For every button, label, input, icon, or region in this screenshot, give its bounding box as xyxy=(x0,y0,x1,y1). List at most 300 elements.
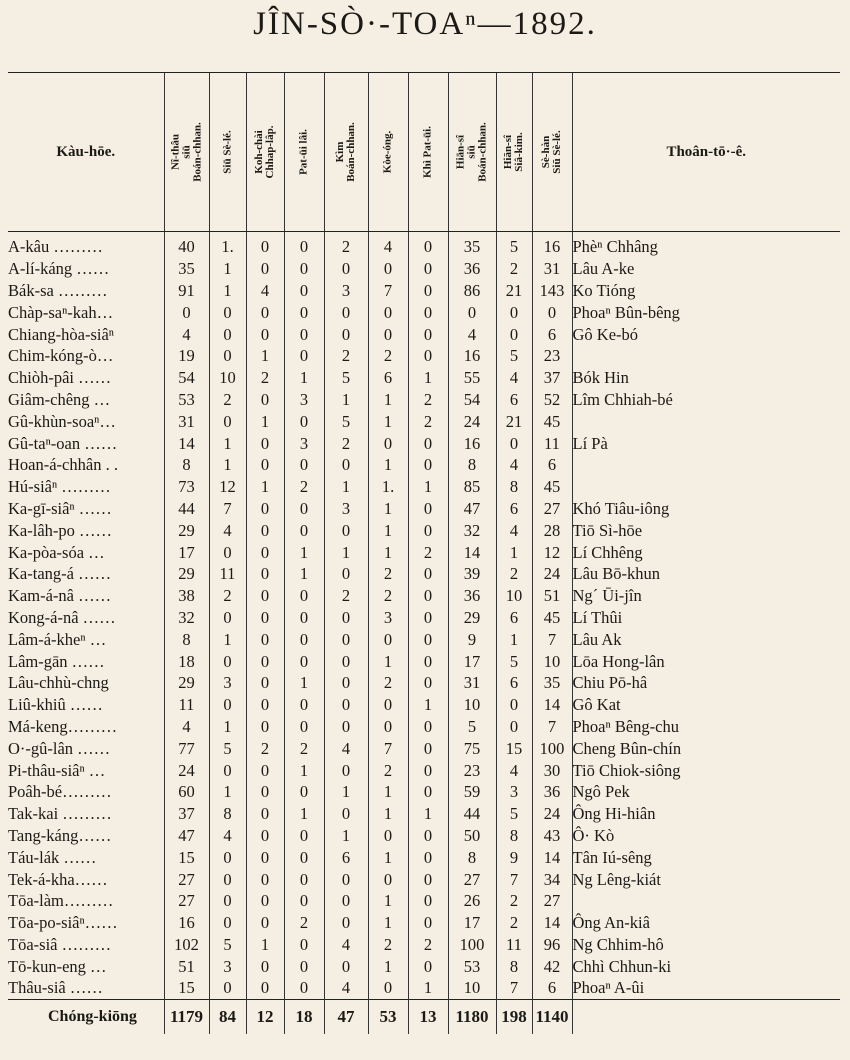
stat-cell: 7 xyxy=(368,737,408,759)
congregation-name: Tek-á-kha…… xyxy=(8,869,108,889)
stat-cell: 10 xyxy=(496,585,532,607)
congregation-name: Poâh-bé……… xyxy=(8,782,112,802)
stat-cell: 0 xyxy=(246,519,284,541)
stat-cell: 59 xyxy=(448,781,496,803)
stat-cell: 8 xyxy=(496,955,532,977)
header-suspended: Kìm Boán-chhan. xyxy=(324,73,368,232)
stat-cell: 0 xyxy=(496,323,532,345)
stat-cell: 0 xyxy=(408,232,448,258)
stat-cell: 6 xyxy=(496,389,532,411)
table-row xyxy=(8,781,840,803)
table-row xyxy=(8,912,840,934)
stat-cell: 1 xyxy=(209,432,246,454)
preacher-name: Lí Chhêng xyxy=(572,541,840,563)
preacher-name: Lí Thûi xyxy=(572,607,840,629)
stat-cell: 0 xyxy=(324,803,368,825)
congregation-name: Tang-káng…… xyxy=(8,825,112,845)
stat-cell: 0 xyxy=(284,519,324,541)
stat-cell: 0 xyxy=(209,759,246,781)
stat-cell: 4 xyxy=(209,519,246,541)
stat-cell: 1 xyxy=(324,541,368,563)
preacher-name: Ông Hi-hiân xyxy=(572,803,840,825)
stat-cell: 2 xyxy=(209,389,246,411)
congregation-name: Kam-á-nâ …… xyxy=(8,586,112,606)
stat-cell: 40 xyxy=(164,232,209,258)
stat-cell: 1 xyxy=(246,934,284,956)
table-row xyxy=(8,454,840,476)
stat-cell: 7 xyxy=(209,498,246,520)
stat-cell: 0 xyxy=(408,498,448,520)
stat-cell: 0 xyxy=(246,672,284,694)
stat-cell: 6 xyxy=(532,454,572,476)
stat-cell: 2 xyxy=(284,476,324,498)
stat-cell: 8 xyxy=(164,454,209,476)
stat-cell: 0 xyxy=(284,868,324,890)
stat-cell: 0 xyxy=(368,694,408,716)
stat-cell: 100 xyxy=(448,934,496,956)
preacher-name: Khó Tiâu-iông xyxy=(572,498,840,520)
stat-cell: 1 xyxy=(368,650,408,672)
stat-cell: 17 xyxy=(448,650,496,672)
stat-cell: 1 xyxy=(408,977,448,999)
stat-cell: 9 xyxy=(496,846,532,868)
stat-cell: 3 xyxy=(324,280,368,302)
preacher-name: Gô Ke-bó xyxy=(572,323,840,345)
congregation-name: Liû-khiû …… xyxy=(8,695,103,715)
stat-cell: 0 xyxy=(408,759,448,781)
stat-cell: 15 xyxy=(496,737,532,759)
stat-cell: 0 xyxy=(246,759,284,781)
stat-cell: 6 xyxy=(532,323,572,345)
table-row xyxy=(8,432,840,454)
stat-cell: 0 xyxy=(324,694,368,716)
stat-cell: 0 xyxy=(408,280,448,302)
stat-cell: 0 xyxy=(209,410,246,432)
stat-cell: 1 xyxy=(209,454,246,476)
stat-cell: 27 xyxy=(532,498,572,520)
stat-cell: 14 xyxy=(532,912,572,934)
stat-cell: 0 xyxy=(246,825,284,847)
stat-cell: 17 xyxy=(448,912,496,934)
stat-cell: 0 xyxy=(246,803,284,825)
stat-cell: 3 xyxy=(496,781,532,803)
stat-cell: 36 xyxy=(448,585,496,607)
preacher-name: Chhì Chhun-ki xyxy=(572,955,840,977)
header-congregation: Kàu-hōe. xyxy=(8,73,164,232)
stat-cell: 60 xyxy=(164,781,209,803)
stat-cell: 38 xyxy=(164,585,209,607)
stat-cell: 24 xyxy=(164,759,209,781)
page-title: JÎN-SÒ·-TOAⁿ—1892. xyxy=(253,6,597,42)
stat-cell: 54 xyxy=(448,389,496,411)
stat-cell: 5 xyxy=(496,803,532,825)
preacher-name xyxy=(572,454,840,476)
stat-cell: 0 xyxy=(209,323,246,345)
stat-cell: 0 xyxy=(164,301,209,323)
table-row xyxy=(8,694,840,716)
stat-cell: 4 xyxy=(496,519,532,541)
stat-cell: 2 xyxy=(324,432,368,454)
table-row xyxy=(8,737,840,759)
stat-cell: 12 xyxy=(209,476,246,498)
stat-cell: 0 xyxy=(496,694,532,716)
stat-cell: 1 xyxy=(496,628,532,650)
total-cell: 53 xyxy=(368,999,408,1034)
stat-cell: 1 xyxy=(209,258,246,280)
stat-cell: 1 xyxy=(368,803,408,825)
stat-cell: 55 xyxy=(448,367,496,389)
preacher-name: Ng Lêng-kiát xyxy=(572,868,840,890)
stat-cell: 29 xyxy=(164,519,209,541)
stat-cell: 0 xyxy=(324,519,368,541)
congregation-name: Ka-lâh-po …… xyxy=(8,520,113,540)
stat-cell: 32 xyxy=(448,519,496,541)
stat-cell: 4 xyxy=(324,934,368,956)
stat-cell: 31 xyxy=(448,672,496,694)
stat-cell: 27 xyxy=(532,890,572,912)
stat-cell: 1 xyxy=(246,476,284,498)
preacher-name: Gô Kat xyxy=(572,694,840,716)
stat-cell: 0 xyxy=(532,301,572,323)
stat-cell: 52 xyxy=(532,389,572,411)
stat-cell: 0 xyxy=(408,345,448,367)
stat-cell: 0 xyxy=(324,672,368,694)
preacher-name xyxy=(572,345,840,367)
congregation-name: A-lí-káng …… xyxy=(8,259,110,279)
stat-cell: 0 xyxy=(284,716,324,738)
stat-cell: 8 xyxy=(496,476,532,498)
stat-cell: 2 xyxy=(284,737,324,759)
stat-cell: 143 xyxy=(532,280,572,302)
table-row xyxy=(8,759,840,781)
stat-cell: 1 xyxy=(368,846,408,868)
stat-cell: 30 xyxy=(532,759,572,781)
stat-cell: 0 xyxy=(246,301,284,323)
stat-cell: 77 xyxy=(164,737,209,759)
congregation-name: Chim-kóng-ò… xyxy=(8,346,114,366)
table-row xyxy=(8,301,840,323)
preacher-name xyxy=(572,890,840,912)
stat-cell: 1 xyxy=(246,410,284,432)
stat-cell: 21 xyxy=(496,280,532,302)
stat-cell: 0 xyxy=(209,912,246,934)
stat-cell: 1 xyxy=(324,476,368,498)
total-cell: 13 xyxy=(408,999,448,1034)
stat-cell: 0 xyxy=(408,716,448,738)
stat-cell: 3 xyxy=(284,389,324,411)
stat-cell: 6 xyxy=(368,367,408,389)
stat-cell: 26 xyxy=(448,890,496,912)
stat-cell: 1 xyxy=(408,803,448,825)
table-row xyxy=(8,868,840,890)
congregation-name: Giâm-chêng … xyxy=(8,389,111,409)
stat-cell: 6 xyxy=(496,607,532,629)
stat-cell: 44 xyxy=(164,498,209,520)
congregation-name: Chàp-saⁿ-kah… xyxy=(8,302,114,322)
stat-cell: 0 xyxy=(284,498,324,520)
stat-cell: 36 xyxy=(532,781,572,803)
stat-cell: 0 xyxy=(368,977,408,999)
stat-cell: 1 xyxy=(496,541,532,563)
table-row xyxy=(8,716,840,738)
stat-cell: 0 xyxy=(284,232,324,258)
preacher-name: Chiu Pō-hâ xyxy=(572,672,840,694)
table-row xyxy=(8,519,840,541)
table-row xyxy=(8,280,840,302)
stat-cell: 0 xyxy=(246,955,284,977)
stat-cell: 1 xyxy=(284,803,324,825)
stat-cell: 5 xyxy=(209,934,246,956)
congregation-name: Pi-thâu-siâⁿ … xyxy=(8,760,106,780)
stat-cell: 2 xyxy=(408,389,448,411)
preacher-name: Ng Chhim-hô xyxy=(572,934,840,956)
stat-cell: 24 xyxy=(532,563,572,585)
stat-cell: 0 xyxy=(284,585,324,607)
stat-cell: 2 xyxy=(368,585,408,607)
congregation-name: Lâm-gān …… xyxy=(8,651,105,671)
stat-cell: 2 xyxy=(368,345,408,367)
stat-cell: 14 xyxy=(532,694,572,716)
preacher-name: Ngô Pek xyxy=(572,781,840,803)
stat-cell: 96 xyxy=(532,934,572,956)
preacher-name: Ông An-kiâ xyxy=(572,912,840,934)
table-row xyxy=(8,890,840,912)
table-row xyxy=(8,977,840,999)
stat-cell: 0 xyxy=(496,716,532,738)
stat-cell: 45 xyxy=(532,476,572,498)
stat-cell: 0 xyxy=(284,345,324,367)
stat-cell: 0 xyxy=(324,868,368,890)
table-row xyxy=(8,541,840,563)
stat-cell: 0 xyxy=(246,454,284,476)
table-row xyxy=(8,585,840,607)
stat-cell: 0 xyxy=(324,323,368,345)
stat-cell: 5 xyxy=(448,716,496,738)
stat-cell: 0 xyxy=(408,846,448,868)
stat-cell: 5 xyxy=(209,737,246,759)
stat-cell: 1 xyxy=(368,498,408,520)
stat-cell: 2 xyxy=(368,672,408,694)
stat-cell: 4 xyxy=(164,716,209,738)
preacher-name: Lōa Hong-lân xyxy=(572,650,840,672)
stat-cell: 1 xyxy=(368,454,408,476)
stat-cell: 0 xyxy=(209,301,246,323)
stat-cell: 1 xyxy=(284,672,324,694)
stat-cell: 0 xyxy=(246,868,284,890)
stat-cell: 23 xyxy=(532,345,572,367)
stat-cell: 3 xyxy=(368,607,408,629)
stat-cell: 0 xyxy=(408,868,448,890)
stat-cell: 14 xyxy=(448,541,496,563)
stat-cell: 2 xyxy=(496,563,532,585)
header-transferred-in: Pat-ūi lâi. xyxy=(284,73,324,232)
congregation-name: Ka-gī-siâⁿ …… xyxy=(8,498,112,518)
stat-cell: 45 xyxy=(532,410,572,432)
stat-cell: 0 xyxy=(324,890,368,912)
stat-cell: 1 xyxy=(408,367,448,389)
stat-cell: 7 xyxy=(532,628,572,650)
stat-cell: 0 xyxy=(324,607,368,629)
stat-cell: 0 xyxy=(496,432,532,454)
stat-cell: 0 xyxy=(284,694,324,716)
stat-cell: 51 xyxy=(164,955,209,977)
table-row xyxy=(8,410,840,432)
stat-cell: 7 xyxy=(368,280,408,302)
stat-cell: 1 xyxy=(368,410,408,432)
stat-cell: 73 xyxy=(164,476,209,498)
preacher-name xyxy=(572,410,840,432)
stat-cell: 0 xyxy=(209,541,246,563)
stat-cell: 11 xyxy=(532,432,572,454)
church-statistics-table xyxy=(8,72,840,1034)
stat-cell: 0 xyxy=(246,232,284,258)
stat-cell: 35 xyxy=(532,672,572,694)
congregation-name: Tōa-làm……… xyxy=(8,891,114,911)
stat-cell: 1 xyxy=(324,389,368,411)
stat-cell: 0 xyxy=(408,890,448,912)
stat-cell: 1 xyxy=(368,519,408,541)
table-row xyxy=(8,672,840,694)
stat-cell: 47 xyxy=(164,825,209,847)
total-cell: 84 xyxy=(209,999,246,1034)
stat-cell: 16 xyxy=(448,345,496,367)
stat-cell: 86 xyxy=(448,280,496,302)
stat-cell: 1 xyxy=(368,890,408,912)
preacher-name: Tiō Chiok-siông xyxy=(572,759,840,781)
stat-cell: 0 xyxy=(246,912,284,934)
table-row xyxy=(8,476,840,498)
congregation-name: Chiòh-pâi …… xyxy=(8,368,112,388)
totals-row xyxy=(8,999,840,1034)
stat-cell: 0 xyxy=(246,694,284,716)
stat-cell: 1 xyxy=(209,628,246,650)
stat-cell: 35 xyxy=(164,258,209,280)
preacher-name: Tân Iú-sêng xyxy=(572,846,840,868)
stat-cell: 0 xyxy=(408,628,448,650)
header-preacher: Thoân-tō·-ê. xyxy=(572,73,840,232)
total-cell: 1179 xyxy=(164,999,209,1034)
stat-cell: 0 xyxy=(324,955,368,977)
stat-cell: 2 xyxy=(368,563,408,585)
header-row xyxy=(8,73,840,232)
stat-cell: 0 xyxy=(408,607,448,629)
stat-cell: 0 xyxy=(284,280,324,302)
table-row xyxy=(8,367,840,389)
preacher-name: Phèⁿ Chhâng xyxy=(572,232,840,258)
stat-cell: 0 xyxy=(246,977,284,999)
stat-cell: 0 xyxy=(246,541,284,563)
congregation-name: Tōa-po-siâⁿ…… xyxy=(8,913,118,933)
stat-cell: 0 xyxy=(408,301,448,323)
stat-cell: 16 xyxy=(164,912,209,934)
stat-cell: 7 xyxy=(496,977,532,999)
total-cell: 1140 xyxy=(532,999,572,1034)
header-children-baptized: Sè-hàn Siū Sè-lé. xyxy=(532,73,572,232)
stat-cell: 3 xyxy=(324,498,368,520)
total-cell: 18 xyxy=(284,999,324,1034)
stat-cell: 3 xyxy=(209,955,246,977)
stat-cell: 2 xyxy=(246,737,284,759)
stat-cell: 0 xyxy=(209,868,246,890)
stat-cell: 1 xyxy=(368,955,408,977)
stat-cell: 1 xyxy=(284,563,324,585)
stat-cell: 5 xyxy=(324,410,368,432)
stat-cell: 0 xyxy=(246,323,284,345)
stat-cell: 0 xyxy=(496,301,532,323)
stat-cell: 10 xyxy=(448,977,496,999)
stat-cell: 10 xyxy=(448,694,496,716)
stat-cell: 6 xyxy=(324,846,368,868)
stat-cell: 0 xyxy=(408,781,448,803)
stat-cell: 0 xyxy=(368,323,408,345)
stat-cell: 0 xyxy=(246,258,284,280)
stat-cell: 9 xyxy=(448,628,496,650)
stat-cell: 0 xyxy=(368,258,408,280)
header-under-discipline: Hiān-sî Siâ-kim. xyxy=(496,73,532,232)
stat-cell: 7 xyxy=(496,868,532,890)
stat-cell: 45 xyxy=(532,607,572,629)
congregation-name: Chiang-hòa-siâⁿ xyxy=(8,324,115,344)
stat-cell: 0 xyxy=(324,563,368,585)
stat-cell: 11 xyxy=(496,934,532,956)
preacher-name: Lîm Chhiah-bé xyxy=(572,389,840,411)
stat-cell: 12 xyxy=(532,541,572,563)
stat-cell: 0 xyxy=(284,890,324,912)
stat-cell: 4 xyxy=(496,759,532,781)
stat-cell: 0 xyxy=(324,301,368,323)
preacher-name: Lâu A-ke xyxy=(572,258,840,280)
preacher-name: Lâu Bō-khun xyxy=(572,563,840,585)
header-members-start-year: Nî-thâu siū Boán-chhan. xyxy=(164,73,209,232)
stat-cell: 6 xyxy=(496,672,532,694)
stat-cell: 1 xyxy=(284,541,324,563)
stat-cell: 15 xyxy=(164,846,209,868)
stat-cell: 34 xyxy=(532,868,572,890)
congregation-name: Táu-lák …… xyxy=(8,847,97,867)
preacher-name: Cheng Bûn-chín xyxy=(572,737,840,759)
total-cell: 198 xyxy=(496,999,532,1034)
stat-cell: 31 xyxy=(532,258,572,280)
preacher-name: Lâu Ak xyxy=(572,628,840,650)
stat-cell: 18 xyxy=(164,650,209,672)
stat-cell: 0 xyxy=(284,825,324,847)
table-row xyxy=(8,232,840,258)
stat-cell: 8 xyxy=(448,846,496,868)
stat-cell: 0 xyxy=(324,258,368,280)
stat-cell: 4 xyxy=(246,280,284,302)
congregation-name: Hú-siâⁿ ……… xyxy=(8,477,111,497)
stat-cell: 1 xyxy=(368,781,408,803)
stat-cell: 0 xyxy=(246,585,284,607)
stat-cell: 27 xyxy=(448,868,496,890)
stat-cell: 2 xyxy=(408,934,448,956)
stat-cell: 2 xyxy=(284,912,324,934)
stat-cell: 1 xyxy=(284,367,324,389)
stat-cell: 3 xyxy=(284,432,324,454)
stat-cell: 0 xyxy=(209,345,246,367)
congregation-name: Bák-sa ……… xyxy=(8,280,108,300)
stat-cell: 0 xyxy=(209,977,246,999)
stat-cell: 0 xyxy=(209,694,246,716)
table-row xyxy=(8,825,840,847)
stat-cell: 37 xyxy=(532,367,572,389)
stat-cell: 1. xyxy=(368,476,408,498)
stat-cell: 24 xyxy=(532,803,572,825)
stat-cell: 2 xyxy=(246,367,284,389)
header-readmitted: Koh-chài Chhap-lâp. xyxy=(246,73,284,232)
table-body xyxy=(8,232,840,1000)
stat-cell: 31 xyxy=(164,410,209,432)
